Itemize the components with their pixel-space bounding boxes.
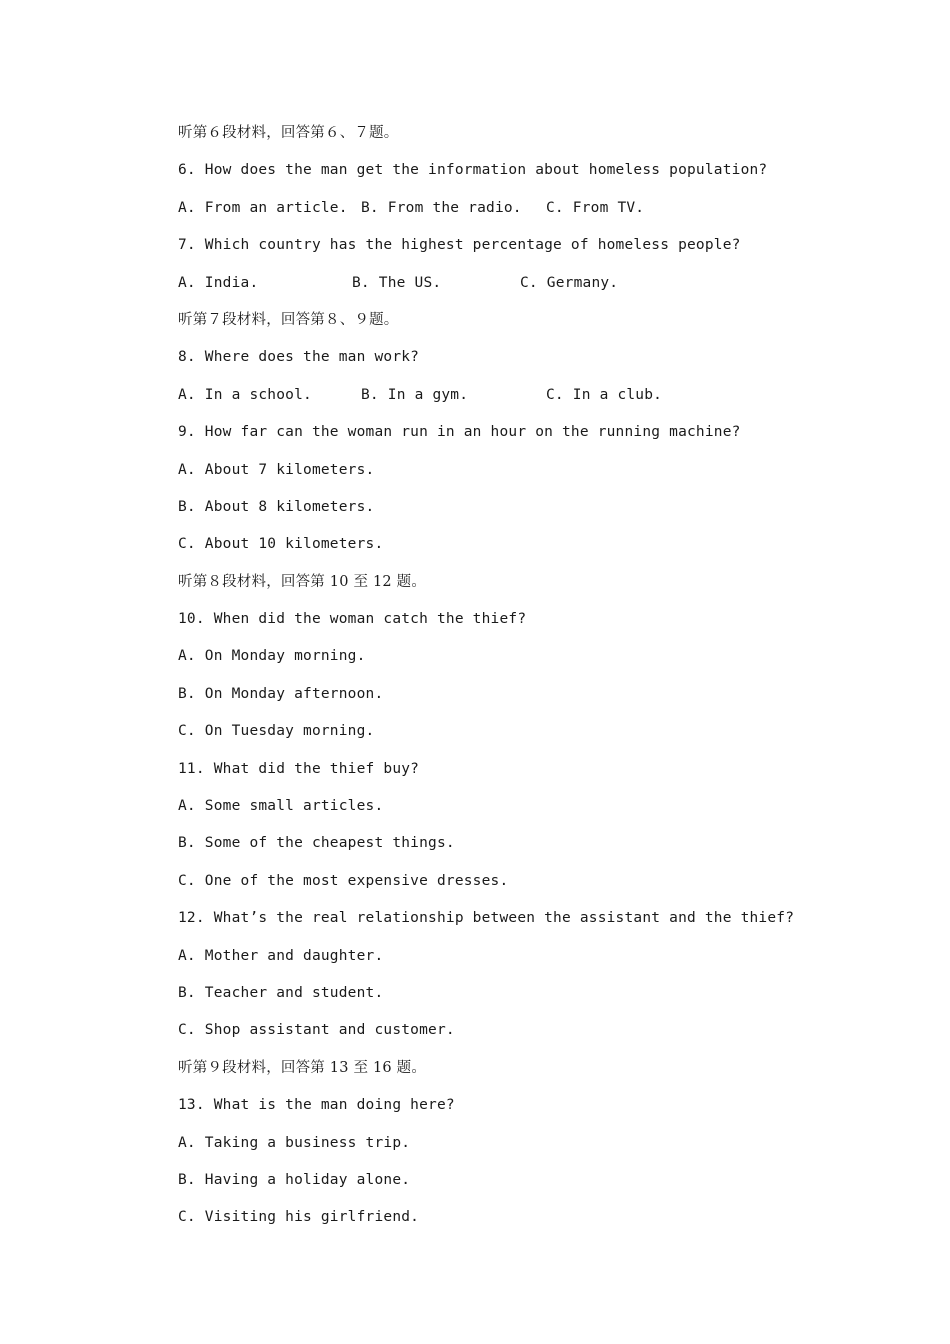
answer-option: B. Teacher and student. — [178, 984, 384, 1001]
question-text: 9. How far can the woman run in an hour on the running machine? — [178, 424, 741, 441]
answer-option: C. Shop assistant and customer. — [178, 1022, 455, 1039]
question-text: 12. What’s the real relationship between the assistant and the thief? — [178, 910, 795, 927]
answer-option-c: C. From TV. — [546, 199, 645, 216]
answer-option-b: B. The US. — [352, 274, 442, 291]
answer-option-a: A. India. — [178, 274, 259, 291]
answer-option: A. About 7 kilometers. — [178, 461, 375, 478]
section-heading: 听第７段材料，回答第８、９题。 — [178, 311, 399, 328]
question-text: 6. How does the man get the information about homeless population? — [178, 162, 768, 179]
answer-option: B. Having a holiday alone. — [178, 1171, 411, 1188]
answer-option-b: B. In a gym. — [361, 386, 469, 403]
answer-option: A. On Monday morning. — [178, 648, 366, 665]
question-text: 10. When did the woman catch the thief? — [178, 611, 527, 628]
answer-option: A. Taking a business trip. — [178, 1134, 411, 1151]
section-heading: 听第６段材料，回答第６、７题。 — [178, 125, 399, 141]
question-text: 7. Which country has the highest percentage of homeless people? — [178, 237, 741, 254]
section-heading: 听第９段材料，回答第 13 至 16 题。 — [178, 1059, 427, 1076]
question-text: 11. What did the thief buy? — [178, 760, 420, 777]
answer-option-b: B. From the radio. — [361, 199, 522, 216]
answer-option: C. Visiting his girlfriend. — [178, 1209, 420, 1226]
answer-option: C. One of the most expensive dresses. — [178, 872, 509, 889]
answer-option: A. Some small articles. — [178, 798, 384, 815]
answer-options-row — [178, 384, 878, 421]
exam-page — [178, 122, 878, 1244]
answer-options-row — [178, 272, 878, 309]
answer-option-c: C. In a club. — [546, 386, 663, 403]
answer-option-a: A. In a school. — [178, 386, 312, 403]
answer-option: B. Some of the cheapest things. — [178, 835, 455, 852]
answer-option-c: C. Germany. — [520, 274, 619, 291]
question-text: 13. What is the man doing here? — [178, 1097, 455, 1114]
answer-option: A. Mother and daughter. — [178, 947, 384, 964]
answer-option: B. About 8 kilometers. — [178, 498, 375, 515]
section-heading: 听第８段材料，回答第 10 至 12 题。 — [178, 573, 427, 590]
answer-options-row — [178, 197, 878, 234]
answer-option-a: A. From an article. — [178, 199, 348, 216]
question-text: 8. Where does the man work? — [178, 349, 420, 366]
answer-option: B. On Monday afternoon. — [178, 685, 384, 702]
answer-option: C. On Tuesday morning. — [178, 723, 375, 740]
answer-option: C. About 10 kilometers. — [178, 536, 384, 553]
